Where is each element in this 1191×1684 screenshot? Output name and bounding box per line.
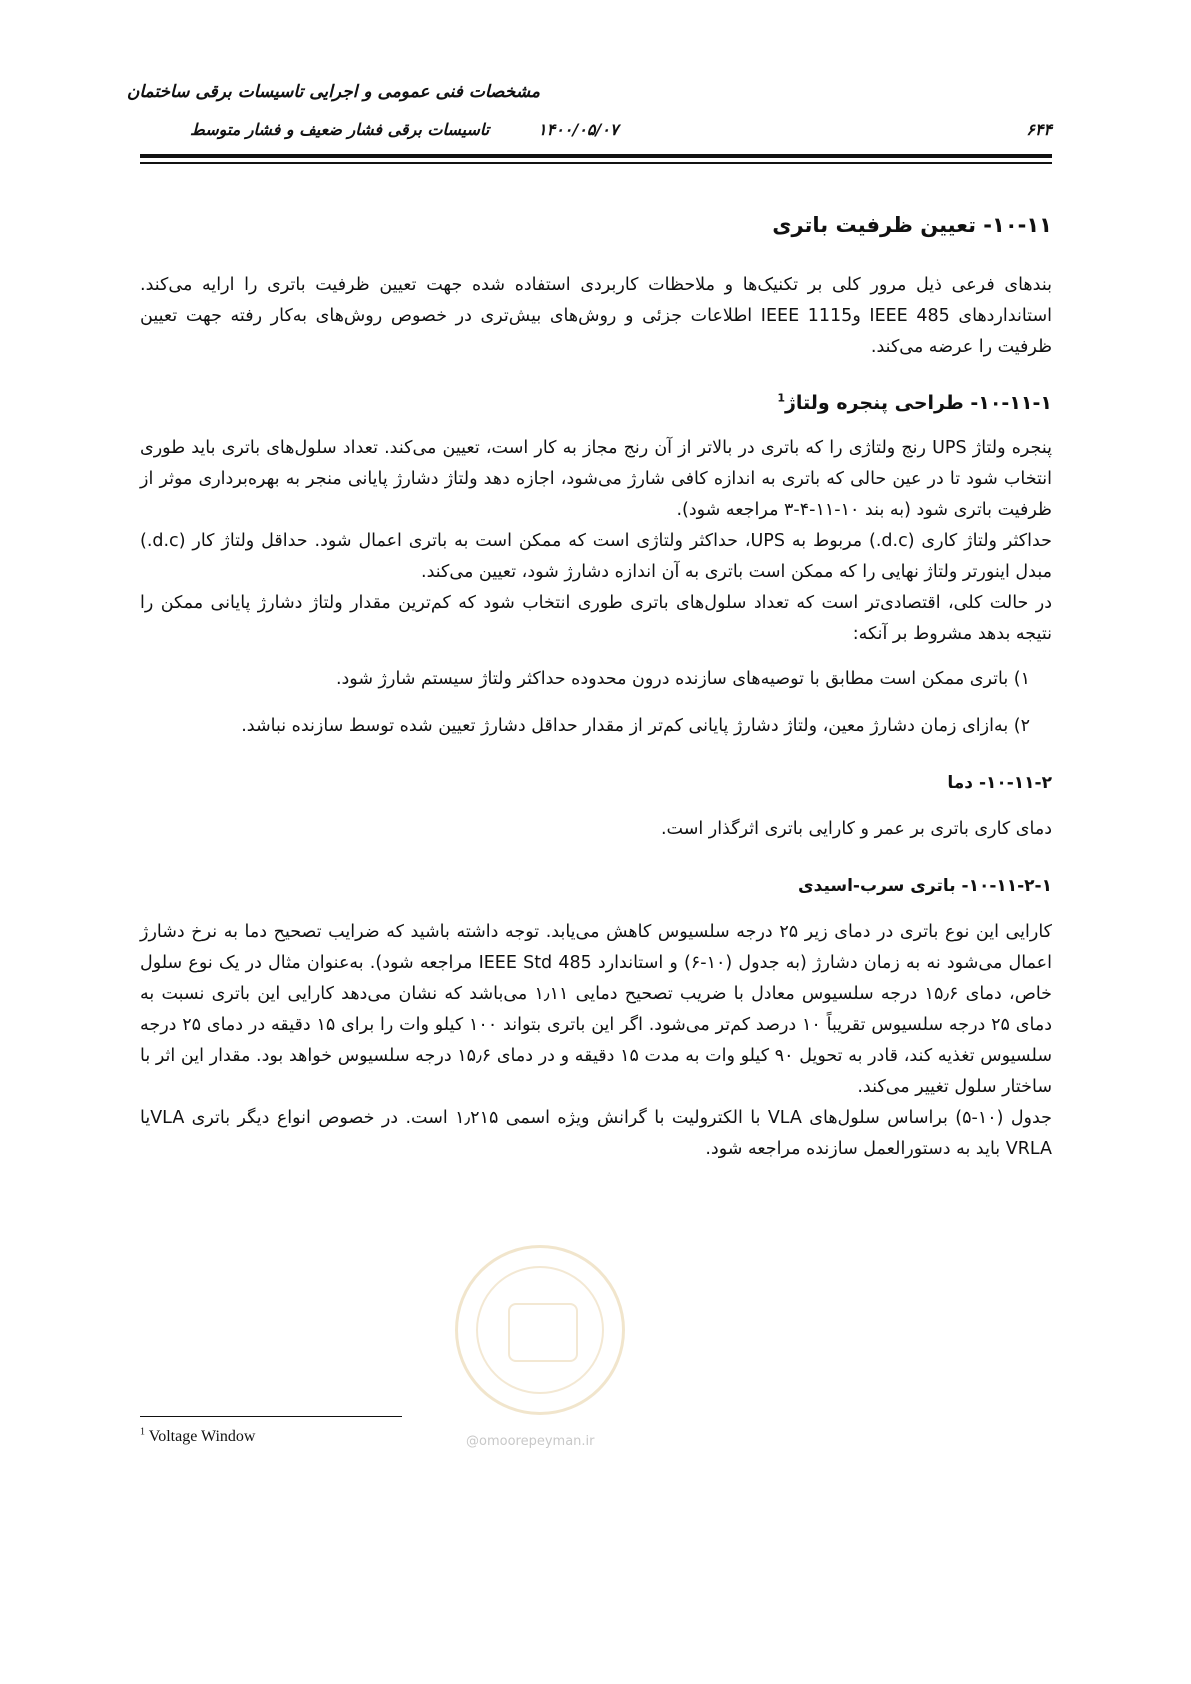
paragraph: جدول (۱۰-۵) براساس سلول‌های VLA با الکترولیت با گرانش ویژه اسمی ۱٫۲۱۵ است. در خصوص انواع دیگر باتری VLAیا VRLA باید به دستورالعمل سازنده مراجعه شود.: [140, 1108, 1052, 1159]
footnote: [140, 1428, 255, 1446]
section-intro: بندهای فرعی ذیل مرور کلی بر تکنیک‌ها و ملاحظات کاربردی استفاده شده جهت تعیین ظرفیت باتری را ارایه می‌کند. استانداردهای IEEE 485 وIEEE 1115 اطلاعات جزئی و روش‌های بیش‌تری در خصوص روش‌های به‌کار رفته جهت تعیین ظرفیت را عرضه می‌کند.: [140, 275, 1052, 357]
paragraph: دمای کاری باتری بر عمر و کارایی باتری اثرگذار است.: [660, 819, 1052, 839]
header-row: [140, 120, 1052, 148]
header-rule-thin: [140, 162, 1052, 164]
paragraph: حداکثر ولتاژ کاری (d.c.) مربوط به UPS، حداکثر ولتاژی است که ممکن است به باتری اعمال شود. حداقل ولتاژ کار (d.c.) مبدل اینورتر ولتاژ نهایی را که ممکن است باتری به آن اندازه دشارژ شود، تعیین می‌کند.: [140, 531, 1052, 582]
paragraph: در حالت کلی، اقتصادی‌تر است که تعداد سلول‌های باتری طوری انتخاب شود که کم‌ترین مقدار ولتاژ دشارژ پایانی ممکن را نتیجه بدهد مشروط بر آنکه:: [140, 593, 1052, 644]
watermark-text: @omoorepeyman.ir: [466, 1434, 595, 1449]
header-rule-thick: [140, 154, 1052, 158]
footnote-rule: [140, 1416, 402, 1417]
header-subtitle: تاسیسات برقی فشار ضعیف و فشار متوسط: [190, 120, 490, 139]
list-item: ۲) به‌ازای زمان دشارژ معین، ولتاژ دشارژ پایانی کم‌تر از مقدار حداقل دشارژ تعیین شده توسط سازنده نباشد.: [241, 716, 1030, 736]
header-title: مشخصات فنی عمومی و اجرایی تاسیسات برقی ساختمان: [126, 82, 540, 102]
footnote-text: Voltage Window: [148, 1428, 256, 1445]
subsection-heading-temperature: ۱۰-۱۱-۲- دما: [947, 773, 1052, 793]
subsection-heading-voltage-window: [140, 387, 1052, 419]
page-number: ۶۴۴: [1026, 120, 1052, 139]
paragraph: کارایی این نوع باتری در دمای زیر ۲۵ درجه سلسیوس کاهش می‌یابد. توجه داشته باشید که ضرایب تصحیح دما به نرخ دشارژ اعمال می‌شود نه به زمان دشارژ (به جدول (۱۰-۶) و استاندارد IEEE Std 485 مراجعه شود). به‌عنوان مثال در یک نوع سلول خاص، دمای ۱۵٫۶ درجه سلسیوس معادل با ضریب تصحیح دمایی ۱٫۱۱ می‌باشد که نشان می‌دهد کارایی این باتری نسبت به دمای ۲۵ درجه سلسیوس تقریباً ۱۰ درصد کم‌تر می‌شود. اگر این باتری بتواند ۱۰۰ کیلو وات را برای ۱۵ دقیقه در دمای ۲۵ درجه سلسیوس تغذیه کند، قادر به تحویل ۹۰ کیلو وات به مدت ۱۵ دقیقه و در دمای ۱۵٫۶ درجه سلسیوس خواهد بود. مقدار این اثر با ساختار سلول تغییر می‌کند.: [140, 922, 1052, 1097]
section-heading: ۱۰-۱۱- تعیین ظرفیت باتری: [772, 213, 1052, 237]
watermark-seal-icon: [455, 1245, 625, 1415]
header-date: ۱۴۰۰/۰۵/۰۷: [538, 120, 619, 139]
page-content: [140, 208, 1052, 1165]
subsection-heading-lead-acid: ۱۰-۱۱-۲-۱- باتری سرب-اسیدی: [798, 876, 1052, 896]
footnote-number: 1: [140, 1426, 145, 1438]
list-item: ۱) باتری ممکن است مطابق با توصیه‌های سازنده درون محدوده حداکثر ولتاژ سیستم شارژ شود.: [335, 669, 1030, 689]
conditions-list: [140, 664, 1052, 742]
footnote-ref: 1: [777, 391, 785, 405]
subsection-heading-text: ۱۰-۱۱-۱- طراحی پنجره ولتاژ: [784, 392, 1052, 414]
paragraph: پنجره ولتاژ UPS رنج ولتاژی را که باتری در بالاتر از آن رنج مجاز به کار است، تعیین می‌کند. تعداد سلول‌های باتری باید طوری انتخاب شود تا در عین حالی که باتری به اندازه کافی شارژ می‌شود، اجازه دهد ولتاژ دشارژ پایانی منجر به بهره‌برداری موثر از ظرفیت باتری شود (به بند ۱۰-۱۱-۴-۳ مراجعه شود).: [140, 438, 1052, 520]
